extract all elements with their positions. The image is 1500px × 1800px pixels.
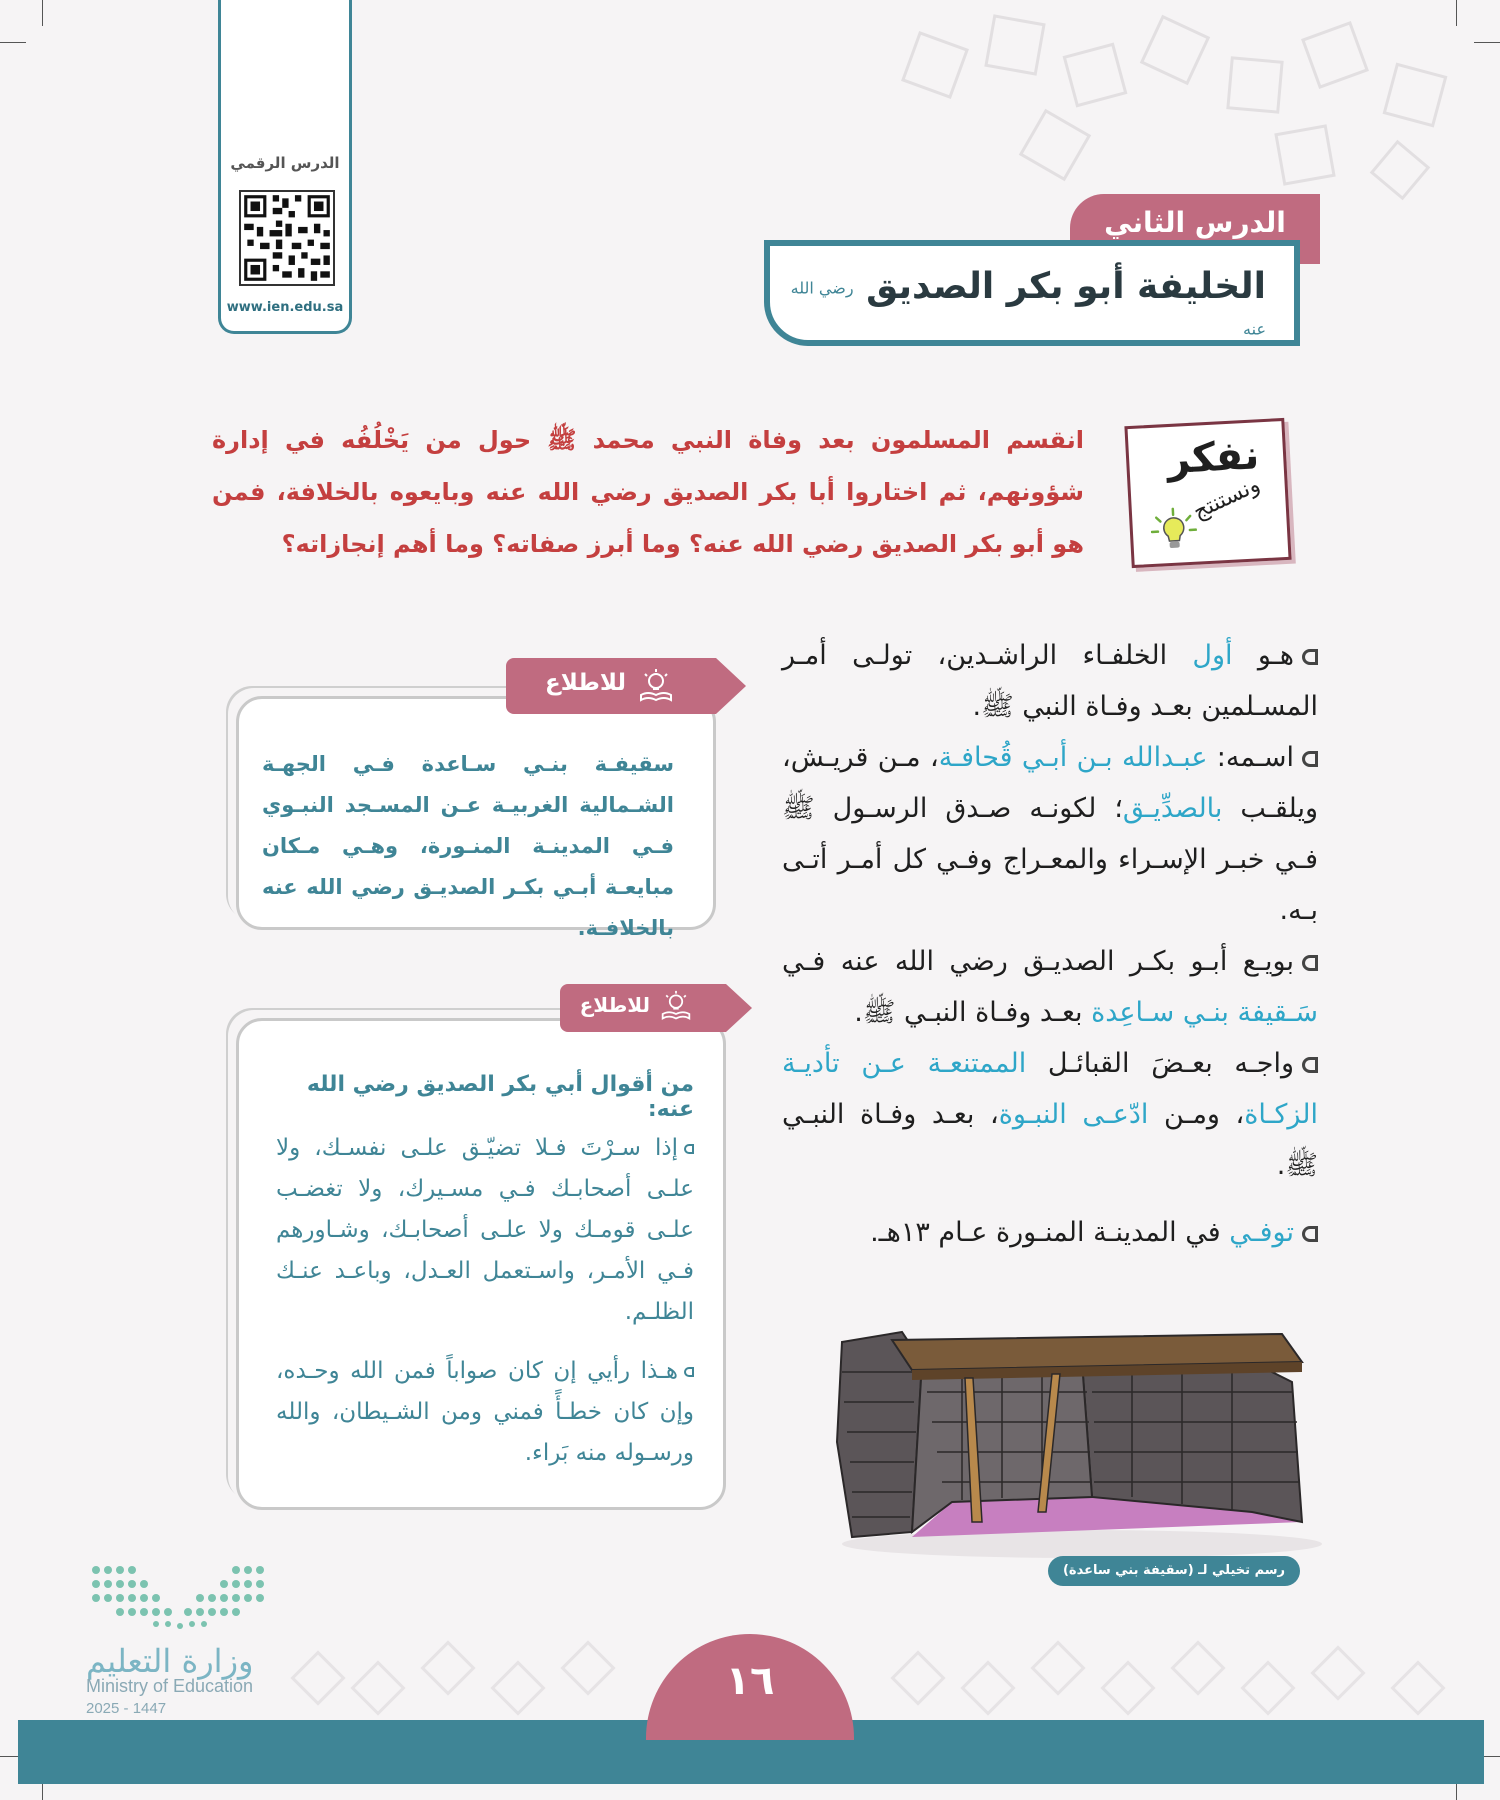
- honorific: رضي الله عنه: [790, 278, 1266, 339]
- fact-text: اسـمه:: [1207, 742, 1295, 773]
- bullet-icon: [684, 1144, 694, 1154]
- bullet-icon: [1302, 751, 1318, 767]
- highlighted-term: بالصدِّيـق: [1122, 793, 1223, 824]
- ministry-arabic-name: وزارة التعليم: [86, 1642, 254, 1680]
- fact-bullet: [782, 1038, 1318, 1191]
- digital-lesson-label: الدرس الرقمي: [230, 154, 340, 172]
- fact-bullet: [782, 630, 1318, 732]
- website-url[interactable]: www.ien.edu.sa: [226, 300, 344, 315]
- think-conclude-box: [1124, 418, 1291, 568]
- intro-question-text: انقسم المسلمون بعد وفاة النبي محمد ﷺ حول من يَخْلُفُه في إدارة شؤونهم، ثم اختاروا أبا بكر الصديق رضي الله عنه وبايعوه بالخلافة، فمن هو أبو بكر الصديق رضي الله عنه؟ وما أبرز صفاته؟ وما أهم إنجازاته؟: [212, 426, 1084, 558]
- fact-text: بويـع أبـو بكـر الصديـق رضي الله عنه فـي: [782, 946, 1294, 977]
- tab-arrow: [716, 658, 746, 714]
- tab-arrow: [726, 984, 752, 1032]
- fact-text: ، مـن قريـش، ويلقـب: [782, 742, 1319, 824]
- ministry-year: 2025 - 1447: [86, 1700, 167, 1717]
- page-number: ١٦: [725, 1658, 775, 1704]
- fact-text: بعـد وفـاة النبـي ﷺ.: [854, 997, 1092, 1028]
- ministry-logo-icon: [86, 1558, 276, 1638]
- saqifa-illustration: [832, 1322, 1322, 1562]
- quote-text: إذا سـرْتَ فـلا تضيّـق علـى نفسـك، ولا علـى أصحابـك فـي مسـيرك، ولا تغضـب علـى قومـك ولا علـى أصحابـك، وشـاورهم فـي الأمـر، واسـتعمل العـدل، وباعـد عنـك الظلـم.: [276, 1135, 694, 1325]
- highlighted-term: توفـي: [1229, 1217, 1294, 1248]
- digital-lesson-qr-panel: [218, 0, 352, 334]
- fact-text: ؛ لكونـه صـدق الرسـول ﷺ فـي خبـر الإسـراء والمعـراج وفـي كل أمـر أتـى بـه.: [782, 793, 1318, 926]
- quotes-list: [276, 1128, 694, 1492]
- think-label: نفكر: [1166, 432, 1261, 484]
- info-tab-1: [506, 658, 716, 714]
- illustration-caption: رسم تخيلي لـ (سقيفة بني ساعدة): [1048, 1556, 1300, 1586]
- crop-mark: [42, 0, 43, 26]
- fact-text: هـو: [1232, 640, 1295, 671]
- crop-mark: [1456, 0, 1457, 26]
- quotes-heading: من أقوال أبي بكر الصديق رضي الله عنه:: [306, 1072, 694, 1122]
- reading-lightbulb-icon: [638, 668, 674, 704]
- fact-bullet: [782, 732, 1318, 936]
- highlighted-term: سَـقيفة بنـي سـاعِدة: [1091, 997, 1318, 1028]
- conclude-label: ونستنتج: [1189, 472, 1264, 525]
- ministry-english-name: Ministry of Education: [86, 1676, 254, 1696]
- fact-bullet: [782, 936, 1318, 1038]
- highlighted-term: الممتنعـة عـن تأديـة الزكـاة: [782, 1048, 1319, 1130]
- crop-mark: [0, 42, 26, 43]
- highlighted-term: عبـدالله بـن أبـي قُحافـة: [938, 742, 1208, 773]
- fact-text: ، ومـن: [1148, 1099, 1245, 1130]
- lightbulb-icon: [1150, 506, 1198, 554]
- bullet-icon: [1302, 1057, 1318, 1073]
- lesson-title-text: الخليفة أبو بكر الصديق: [866, 266, 1266, 307]
- highlighted-term: ادّعـى النبـوة: [998, 1099, 1149, 1130]
- lesson-title-box: [764, 240, 1300, 346]
- reading-lightbulb-icon: [660, 990, 692, 1022]
- quote-text: هـذا رأيي إن كان صواباً فمن الله وحـده، وإن كان خطـأً فمني ومن الشـيطان، والله ورسـوله منه بَراء.: [276, 1358, 694, 1466]
- fact-text: الخلفـاء الراشـدين، تولـى أمـر المسـلمين بعـد وفـاة النبي ﷺ.: [782, 640, 1318, 722]
- bullet-icon: [684, 1367, 694, 1377]
- fact-bullet: [782, 1207, 1318, 1258]
- lesson-number-label: الدرس الثاني: [1104, 206, 1286, 239]
- bullet-icon: [1302, 649, 1318, 665]
- bullet-icon: [1302, 1226, 1318, 1242]
- decorative-pattern: [880, 10, 1480, 210]
- fact-text: ، بعـد وفـاة النبـي ﷺ.: [782, 1099, 1318, 1181]
- crop-mark: [1474, 42, 1500, 43]
- saqifa-note-text: سقيفـة بنـي سـاعدة فـي الجهـة الشـمالية الغربيـة عـن المسـجد النبـوي فـي المدينـة المنـورة، وهـي مـكان مبايعـة أبـي بكـر الصديـق رضي الله عنه بالخلافـة.: [262, 752, 674, 940]
- bullet-icon: [1302, 955, 1318, 971]
- highlighted-term: أول: [1192, 640, 1233, 671]
- info-tab-2: [560, 984, 726, 1032]
- quote-item: [276, 1351, 694, 1474]
- fact-text: واجـه بعـضَ القبائـل: [1026, 1048, 1295, 1079]
- info-tab-label: للاطلاع: [579, 993, 650, 1017]
- quote-item: [276, 1128, 694, 1333]
- lesson-title: [770, 266, 1266, 348]
- fact-text: في المدينـة المنـورة عـام ١٣هـ.: [870, 1217, 1230, 1248]
- main-facts-list: [782, 630, 1318, 1258]
- qr-code-icon[interactable]: [239, 190, 335, 286]
- info-tab-label: للاطلاع: [545, 670, 626, 696]
